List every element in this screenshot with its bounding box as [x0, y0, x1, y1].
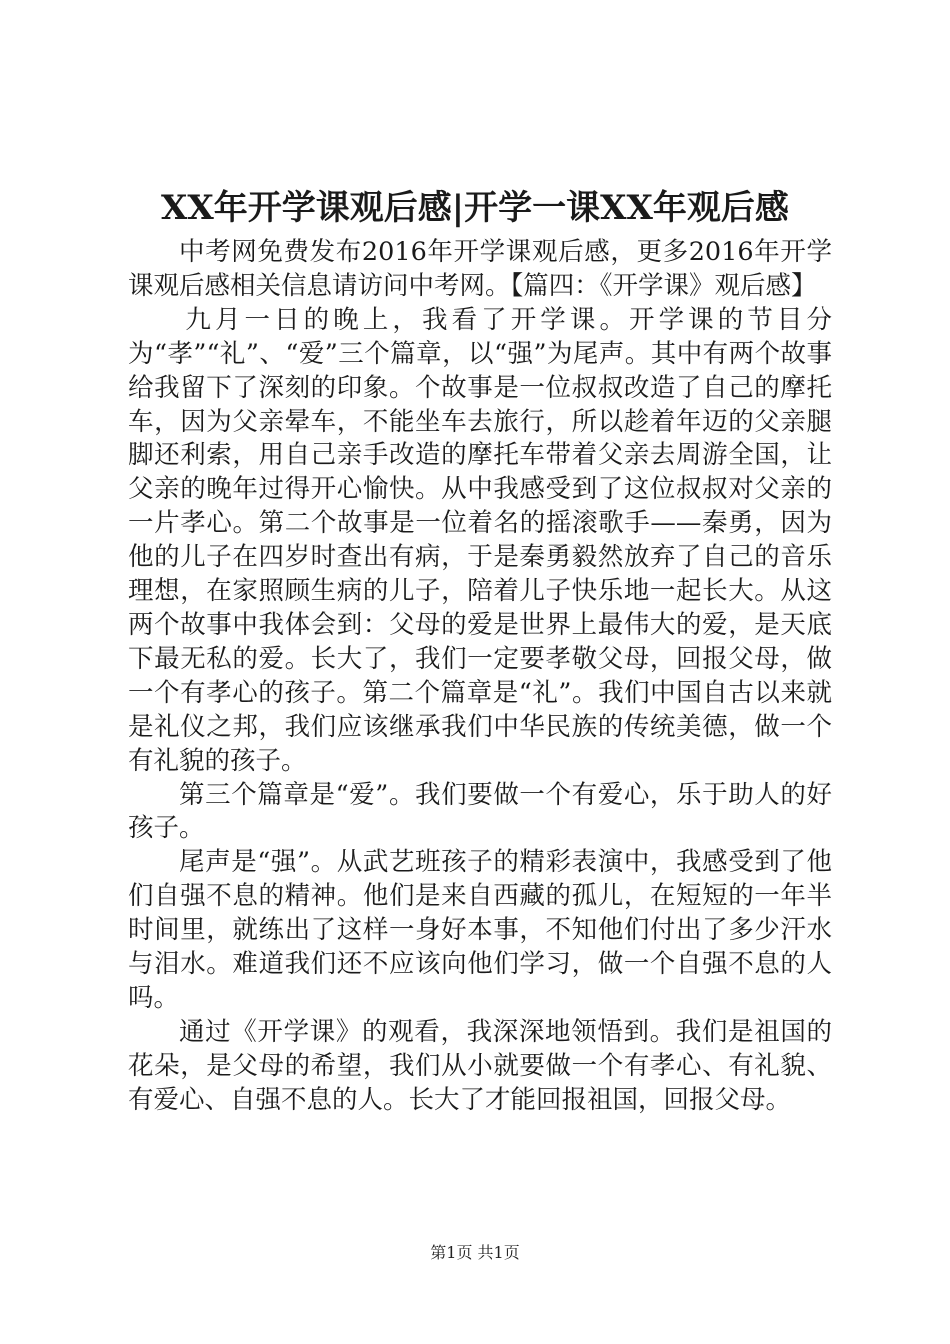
page-number-footer: 第1页 共1页 [430, 1243, 520, 1262]
document-title: XX年开学课观后感|开学一课XX年观后感 [161, 188, 789, 228]
paragraph-intro: 中考网免费发布2016年开学课观后感，更多2016年开学课观后感相关信息请访问中考网。【篇四：《开学课》观后感】 [128, 237, 832, 301]
paragraph-love: 第三个篇章是“爱”。我们要做一个有爱心，乐于助人的好孩子。 [128, 779, 832, 844]
document-body [128, 236, 832, 1118]
paragraph-main: 九月一日的晚上，我看了开学课。开学课的节目分为“孝”“礼”、“爱”三个篇章，以“强”为尾声。其中有两个故事给我留下了深刻的印象。个故事是一位叔叔改造了自己的摩托车，因为父亲晕车，不能坐车去旅行，所以趁着年迈的父亲腿脚还利索，用自己亲手改造的摩托车带着父亲去周游全国，让父亲的晚年过得开心愉快。从中我感受到了这位叔叔对父亲的一片孝心。第二个故事是一位着名的摇滚歌手——秦勇，因为他的儿子在四岁时查出有病，于是秦勇毅然放弃了自己的音乐理想，在家照顾生病的儿子，陪着儿子快乐地一起长大。从这两个故事中我体会到：父母的爱是世界上最伟大的爱，是天底下最无私的爱。长大了，我们一定要孝敬父母，回报父母，做一个有孝心的孩子。第二个篇章是“礼”。我们中国自古以来就是礼仪之邦，我们应该继承我们中华民族的传统美德，做一个有礼貌的孩子。 [128, 304, 832, 776]
paragraph-conclusion: 通过《开学课》的观看，我深深地领悟到。我们是祖国的花朵，是父母的希望，我们从小就要做一个有孝心、有礼貌、有爱心、自强不息的人。长大了才能回报祖国，回报父母。 [128, 1016, 832, 1115]
paragraph-strength: 尾声是“强”。从武艺班孩子的精彩表演中，我感受到了他们自强不息的精神。他们是来自西藏的孤儿，在短短的一年半时间里，就练出了这样一身好本事，不知他们付出了多少汗水与泪水。难道我们还不应该向他们学习，做一个自强不息的人吗。 [128, 847, 832, 1013]
